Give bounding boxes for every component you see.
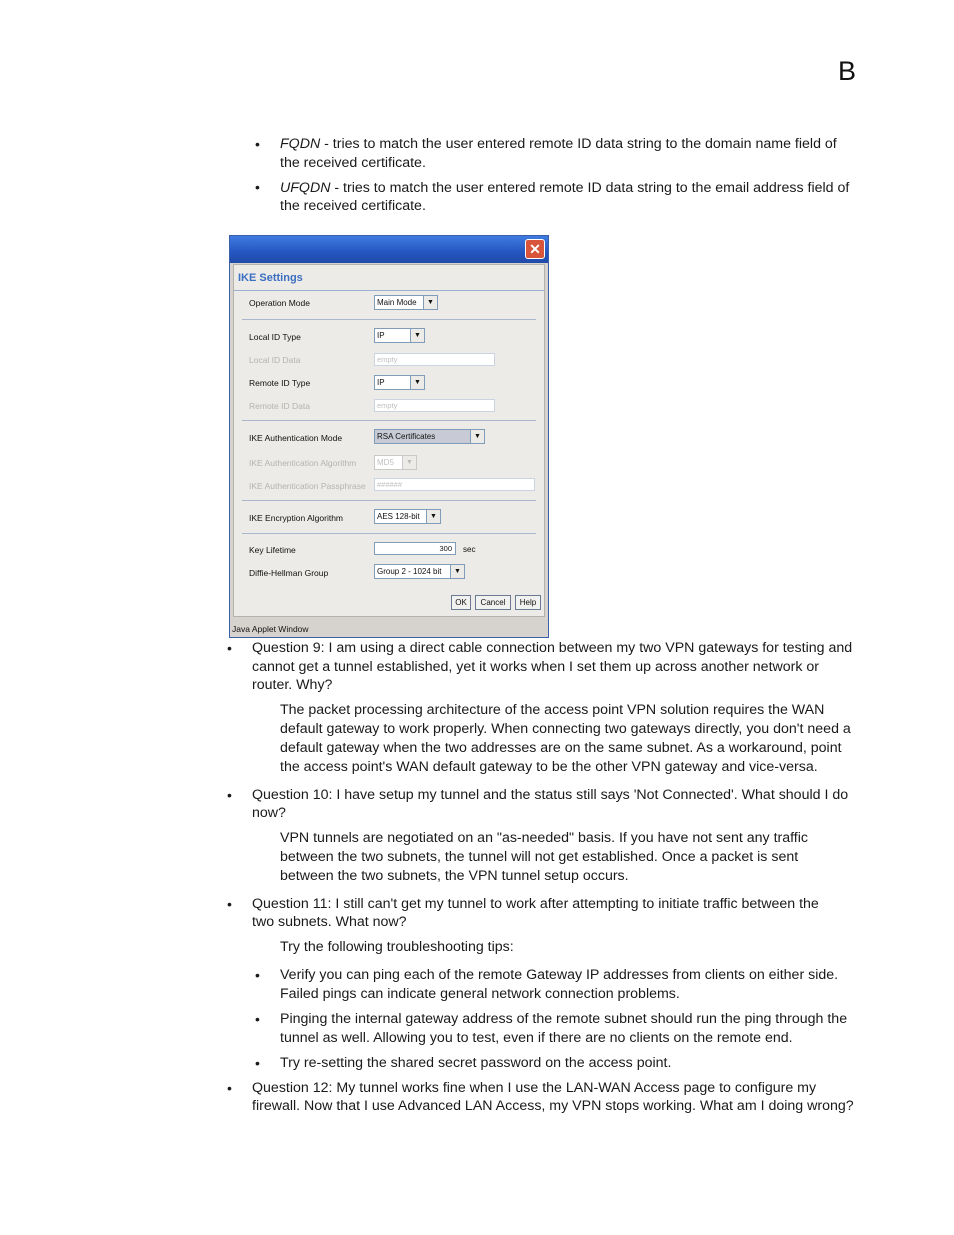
question-10-line-2: now? bbox=[252, 805, 286, 821]
remote-id-type-select[interactable]: IP ▼ bbox=[374, 375, 425, 390]
help-button[interactable]: Help bbox=[515, 595, 541, 610]
answer-9-line-4: the access point's WAN default gateway to be the other VPN gateway and vice-versa. bbox=[280, 759, 818, 775]
answer-11-line-1: Try the following troubleshooting tips: bbox=[280, 939, 514, 955]
bullet-icon: • bbox=[227, 787, 232, 803]
bullet-fqdn: FQDN - tries to match the user entered remote ID data string to the domain name field of bbox=[280, 136, 837, 152]
key-lifetime-unit: sec bbox=[463, 545, 476, 554]
bullet-icon: • bbox=[227, 640, 232, 656]
cancel-button[interactable]: Cancel bbox=[475, 595, 511, 610]
question-12-line-2: firewall. Now that I use Advanced LAN Access, my VPN stops working. What am I doing wrong? bbox=[252, 1098, 854, 1114]
tip-3-line-1: Try re-setting the shared secret password on the access point. bbox=[280, 1055, 672, 1071]
close-icon[interactable]: ✕ bbox=[525, 239, 545, 259]
bullet-fqdn-cont: the received certificate. bbox=[280, 155, 426, 171]
question-9-line-3: router. Why? bbox=[252, 677, 333, 693]
key-lifetime-label: Key Lifetime bbox=[249, 545, 296, 555]
local-id-type-select[interactable]: IP ▼ bbox=[374, 328, 425, 343]
local-id-type-label: Local ID Type bbox=[249, 332, 301, 342]
auth-mode-select[interactable]: RSA Certificates ▼ bbox=[374, 429, 485, 444]
chevron-down-icon: ▼ bbox=[402, 456, 416, 469]
encryption-algorithm-select[interactable]: AES 128-bit ▼ bbox=[374, 509, 441, 524]
bullet-icon: • bbox=[227, 1080, 232, 1096]
encryption-algorithm-label: IKE Encryption Algorithm bbox=[249, 513, 344, 523]
bullet-ufqdn: UFQDN - tries to match the user entered remote ID data string to the email address field of bbox=[280, 180, 850, 196]
divider bbox=[242, 500, 536, 501]
auth-algorithm-label: IKE Authentication Algorithm bbox=[249, 458, 357, 468]
bullet-icon: • bbox=[255, 136, 260, 152]
divider bbox=[242, 420, 536, 421]
bullet-icon: • bbox=[255, 967, 260, 983]
auth-passphrase-label: IKE Authentication Passphrase bbox=[249, 481, 366, 491]
question-11-line-1: Question 11: I still can't get my tunnel to work after attempting to initiate traffic between the bbox=[252, 896, 819, 912]
chevron-down-icon: ▼ bbox=[423, 296, 437, 309]
dialog-titlebar bbox=[230, 236, 548, 263]
chevron-down-icon: ▼ bbox=[410, 329, 424, 342]
bullet-icon: • bbox=[255, 1055, 260, 1071]
answer-10-line-2: between the two subnets, the tunnel will not get established. Once a packet is sent bbox=[280, 849, 799, 865]
answer-9-line-1: The packet processing architecture of the access point VPN solution requires the WAN bbox=[280, 702, 825, 718]
tip-2-line-2: tunnel as well. Allowing you to test, even if there are no clients on the remote end. bbox=[280, 1030, 793, 1046]
auth-passphrase-field[interactable]: ###### bbox=[374, 478, 535, 491]
question-12-line-1: Question 12: My tunnel works fine when I use the LAN-WAN Access page to configure my bbox=[252, 1080, 817, 1096]
ike-settings-panel bbox=[233, 264, 545, 617]
operation-mode-label: Operation Mode bbox=[249, 298, 310, 308]
auth-algorithm-select[interactable]: MD5 ▼ bbox=[374, 455, 417, 470]
local-id-data-field[interactable]: empty bbox=[374, 353, 495, 366]
ike-settings-dialog bbox=[229, 235, 549, 638]
panel-title-divider bbox=[234, 290, 544, 291]
remote-id-data-field[interactable]: empty bbox=[374, 399, 495, 412]
applet-status-bar: Java Applet Window bbox=[232, 624, 309, 634]
ok-button[interactable]: OK bbox=[451, 595, 471, 610]
key-lifetime-field[interactable]: 300 bbox=[374, 542, 456, 555]
divider bbox=[242, 319, 536, 320]
bullet-icon: • bbox=[255, 1011, 260, 1027]
answer-9-line-3: default gateway when the two addresses are on the same subnet. As a workaround, point bbox=[280, 740, 842, 756]
chevron-down-icon: ▼ bbox=[450, 565, 464, 578]
chevron-down-icon: ▼ bbox=[470, 430, 484, 443]
question-11-line-2: two subnets. What now? bbox=[252, 914, 407, 930]
chevron-down-icon: ▼ bbox=[410, 376, 424, 389]
dh-group-label: Diffie-Hellman Group bbox=[249, 568, 329, 578]
tip-2-line-1: Pinging the internal gateway address of the remote subnet should run the ping through the bbox=[280, 1011, 848, 1027]
tip-1-line-1: Verify you can ping each of the remote Gateway IP addresses from clients on either side. bbox=[280, 967, 839, 983]
remote-id-type-label: Remote ID Type bbox=[249, 378, 311, 388]
question-10-line-1: Question 10: I have setup my tunnel and the status still says 'Not Connected'. What should I do bbox=[252, 787, 849, 803]
operation-mode-select[interactable]: Main Mode ▼ bbox=[374, 295, 438, 310]
chevron-down-icon: ▼ bbox=[426, 510, 440, 523]
appendix-letter: B bbox=[838, 56, 857, 86]
tip-1-line-2: Failed pings can indicate general network connection problems. bbox=[280, 986, 680, 1002]
local-id-data-label: Local ID Data bbox=[249, 355, 301, 365]
bullet-icon: • bbox=[227, 896, 232, 912]
question-9-line-2: cannot get a tunnel established, yet it works when I set them up across another network or bbox=[252, 659, 820, 675]
answer-10-line-3: between the two subnets, the VPN tunnel setup occurs. bbox=[280, 868, 629, 884]
dh-group-select[interactable]: Group 2 - 1024 bit ▼ bbox=[374, 564, 465, 579]
bullet-ufqdn-cont: the received certificate. bbox=[280, 198, 426, 214]
remote-id-data-label: Remote ID Data bbox=[249, 401, 310, 411]
divider bbox=[242, 533, 536, 534]
bullet-icon: • bbox=[255, 179, 260, 195]
panel-title: IKE Settings bbox=[238, 272, 303, 284]
answer-9-line-2: default gateway to work properly. When connecting two gateways directly, you don't need a bbox=[280, 721, 851, 737]
question-9-line-1: Question 9: I am using a direct cable connection between my two VPN gateways for testing and bbox=[252, 640, 853, 656]
auth-mode-label: IKE Authentication Mode bbox=[249, 433, 343, 443]
answer-10-line-1: VPN tunnels are negotiated on an "as-needed" basis. If you have not sent any traffic bbox=[280, 830, 808, 846]
